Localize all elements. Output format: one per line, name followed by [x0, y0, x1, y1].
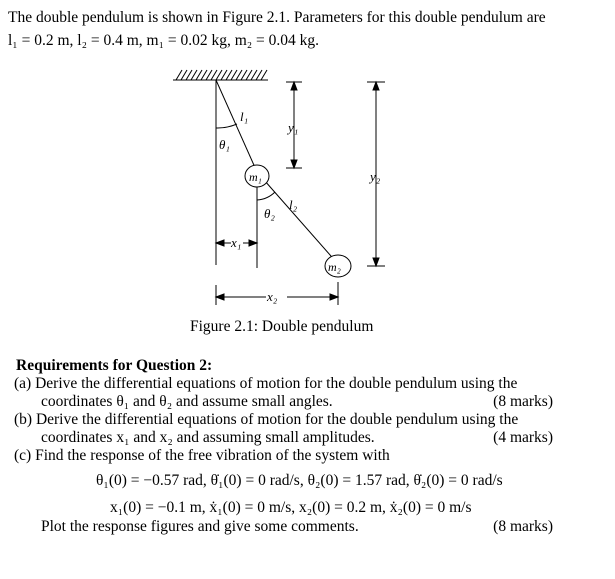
label-m2: m₂ [328, 260, 341, 274]
label-x2: x₂ [267, 289, 278, 304]
label-y2: y₂ [370, 169, 381, 184]
req-c-eq1: θ₁(0) = −0.57 rad, θ̇₁(0) = 0 rad/s, θ₂(0) = 1.57 rad, θ̇₂(0) = 0 rad/s [96, 472, 503, 489]
req-a-marks: (8 marks) [493, 393, 553, 410]
rod-1 [216, 80, 257, 172]
label-l2: l₂ [289, 197, 298, 212]
req-c-eq2: x₁(0) = −0.1 m, ẋ₁(0) = 0 m/s, x₂(0) = 0.2 m, ẋ₂(0) = 0 m/s [110, 499, 472, 516]
req-a-line1: (a) Derive the differential equations of motion for the double pendulum using the [14, 375, 518, 392]
label-theta2: θ₂ [264, 206, 275, 221]
figure-caption: Figure 2.1: Double pendulum [190, 318, 374, 335]
label-m1: m₁ [249, 170, 262, 184]
req-b-marks: (4 marks) [493, 429, 553, 446]
label-theta1: θ₁ [219, 137, 230, 152]
req-c-last: Plot the response figures and give some comments. [41, 518, 359, 535]
label-y1: y₁ [288, 120, 299, 135]
req-b-line1: (b) Derive the differential equations of motion for the double pendulum using the [14, 411, 519, 428]
req-a-line2: coordinates θ₁ and θ₂ and assume small angles. [41, 393, 333, 410]
req-b-line2: coordinates x₁ and x₂ and assuming small amplitudes. [41, 429, 375, 446]
req-c-line1: (c) Find the response of the free vibration of the system with [14, 447, 390, 464]
ceiling-hatch [173, 70, 268, 80]
theta1-arc [216, 124, 237, 128]
label-l1: l₁ [240, 109, 249, 124]
theta2-arc [257, 192, 275, 200]
intro-sentence: The double pendulum is shown in Figure 2.1. Parameters for this double pendulum are [8, 9, 546, 26]
label-x1: x₁ [231, 235, 242, 250]
requirements-heading: Requirements for Question 2: [16, 357, 213, 374]
intro-parameters: l₁ = 0.2 m, l₂ = 0.4 m, m₁ = 0.02 kg, m₂ = 0.04 kg. [8, 32, 320, 49]
req-c-marks: (8 marks) [493, 518, 553, 535]
